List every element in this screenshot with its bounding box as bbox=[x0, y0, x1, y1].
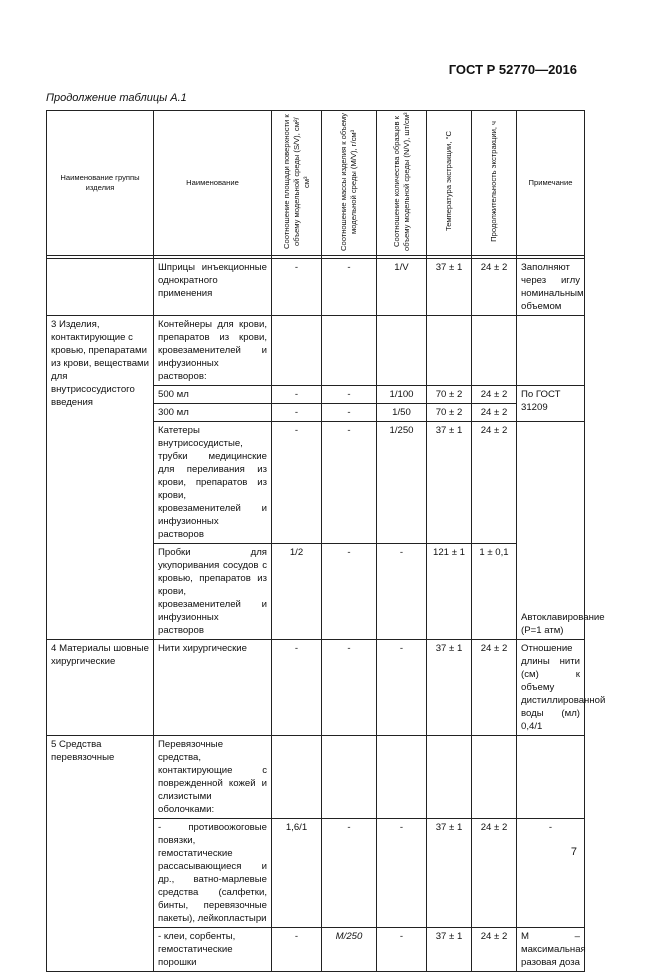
temperature: 70 ± 2 bbox=[427, 404, 472, 422]
mass-ratio: - bbox=[322, 544, 377, 640]
duration: 24 ± 2 bbox=[472, 819, 517, 928]
mass-ratio: - bbox=[322, 259, 377, 316]
header-duration: Продолжительность экстракции, ч bbox=[472, 111, 517, 256]
item-name: Перевязочные средства, контактирующие с поврежденной кожей и слизистыми оболочками: bbox=[154, 736, 272, 819]
temperature: 121 ± 1 bbox=[427, 544, 472, 640]
count-ratio: - bbox=[377, 640, 427, 736]
mass-ratio: - bbox=[322, 404, 377, 422]
temperature: 70 ± 2 bbox=[427, 386, 472, 404]
temperature: 37 ± 1 bbox=[427, 928, 472, 972]
table-row bbox=[47, 640, 585, 736]
item-name: Шприцы инъекционные однократного применения bbox=[154, 259, 272, 316]
duration: 1 ± 0,1 bbox=[472, 544, 517, 640]
item-name: Катетеры внутрисосудистые, трубки медицинские для переливания из крови, препаратов из крови, кровезаменителей и инфузионных растворов bbox=[154, 422, 272, 544]
duration: 24 ± 2 bbox=[472, 259, 517, 316]
page-number: 7 bbox=[570, 846, 577, 858]
area-ratio: 1,6/1 bbox=[272, 819, 322, 928]
mass-ratio: - bbox=[322, 386, 377, 404]
duration: 24 ± 2 bbox=[472, 928, 517, 972]
count-ratio: - bbox=[377, 928, 427, 972]
table-row bbox=[47, 259, 585, 316]
mass-ratio: - bbox=[322, 422, 377, 544]
mass-ratio: - bbox=[322, 819, 377, 928]
mass-ratio: - bbox=[322, 640, 377, 736]
item-name: Пробки для укупоривания сосудов с кровью, препаратов из крови, кровезаменителей и инфузионных растворов bbox=[154, 544, 272, 640]
mass-ratio: M/250 bbox=[322, 928, 377, 972]
header-group: Наименование группы изделия bbox=[47, 111, 154, 256]
item-name: 500 мл bbox=[154, 386, 272, 404]
area-ratio: - bbox=[272, 386, 322, 404]
area-ratio: - bbox=[272, 259, 322, 316]
count-ratio: 1/50 bbox=[377, 404, 427, 422]
area-ratio: - bbox=[272, 640, 322, 736]
note: - bbox=[517, 819, 585, 928]
item-name: Контейнеры для крови, препаратов из крови, кровезаменителей и инфузионных растворов: bbox=[154, 316, 272, 386]
table-row bbox=[47, 316, 585, 386]
extraction-table bbox=[46, 110, 606, 972]
count-ratio: - bbox=[377, 819, 427, 928]
note: По ГОСТ 31209 bbox=[517, 386, 585, 422]
temperature: 37 ± 1 bbox=[427, 422, 472, 544]
header-temperature: Температура экстракции, °С bbox=[427, 111, 472, 256]
group-name: 5 Средства перевязочные bbox=[47, 736, 154, 972]
duration: 24 ± 2 bbox=[472, 404, 517, 422]
note: Автоклавирование (P=1 атм) bbox=[517, 422, 585, 640]
duration: 24 ± 2 bbox=[472, 386, 517, 404]
header-count-ratio: Соотношение количества образцов к объему модельной среды (N/V), шт/см³ bbox=[377, 111, 427, 256]
count-ratio: 1/V bbox=[377, 259, 427, 316]
duration: 24 ± 2 bbox=[472, 640, 517, 736]
note: Отношение длины нити (см) к объему дистиллированной воды (мл) 0,4/1 bbox=[517, 640, 585, 736]
temperature: 37 ± 1 bbox=[427, 819, 472, 928]
duration: 24 ± 2 bbox=[472, 422, 517, 544]
header-mass-ratio: Соотношение массы изделия к объему модельной среды (M/V), г/см³ bbox=[322, 111, 377, 256]
header-row bbox=[47, 111, 585, 256]
count-ratio: 1/100 bbox=[377, 386, 427, 404]
header-name: Наименование bbox=[154, 111, 272, 256]
note: M – максимальная разовая доза bbox=[517, 928, 585, 972]
count-ratio: - bbox=[377, 544, 427, 640]
area-ratio: - bbox=[272, 928, 322, 972]
temperature: 37 ± 1 bbox=[427, 259, 472, 316]
table-row bbox=[47, 736, 585, 819]
group-name: 4 Материалы шовные хирургические bbox=[47, 640, 154, 736]
item-name: - противоожоговые повязки, гемостатические рассасывающиеся и др., ватно-марлевые средства (салфетки, бинты, перевязочные пакеты), лейкопластыри bbox=[154, 819, 272, 928]
header-area-ratio: Соотношение площади поверхности к объему модельной среды (S/V), см²/см³ bbox=[272, 111, 322, 256]
area-ratio: - bbox=[272, 404, 322, 422]
header-note: Примечание bbox=[517, 111, 585, 256]
note: Заполняют через иглу номинальным объемом bbox=[517, 259, 585, 316]
temperature: 37 ± 1 bbox=[427, 640, 472, 736]
area-ratio: 1/2 bbox=[272, 544, 322, 640]
table-caption: Продолжение таблицы А.1 bbox=[46, 92, 187, 104]
item-name: Нити хирургические bbox=[154, 640, 272, 736]
area-ratio: - bbox=[272, 422, 322, 544]
document-code: ГОСТ Р 52770—2016 bbox=[448, 62, 577, 77]
item-name: - клеи, сорбенты, гемостатические порошки bbox=[154, 928, 272, 972]
count-ratio: 1/250 bbox=[377, 422, 427, 544]
group-name: 3 Изделия, контактирующие с кровью, препаратами из крови, веществами для внутрисосудистого введения bbox=[47, 316, 154, 640]
item-name: 300 мл bbox=[154, 404, 272, 422]
